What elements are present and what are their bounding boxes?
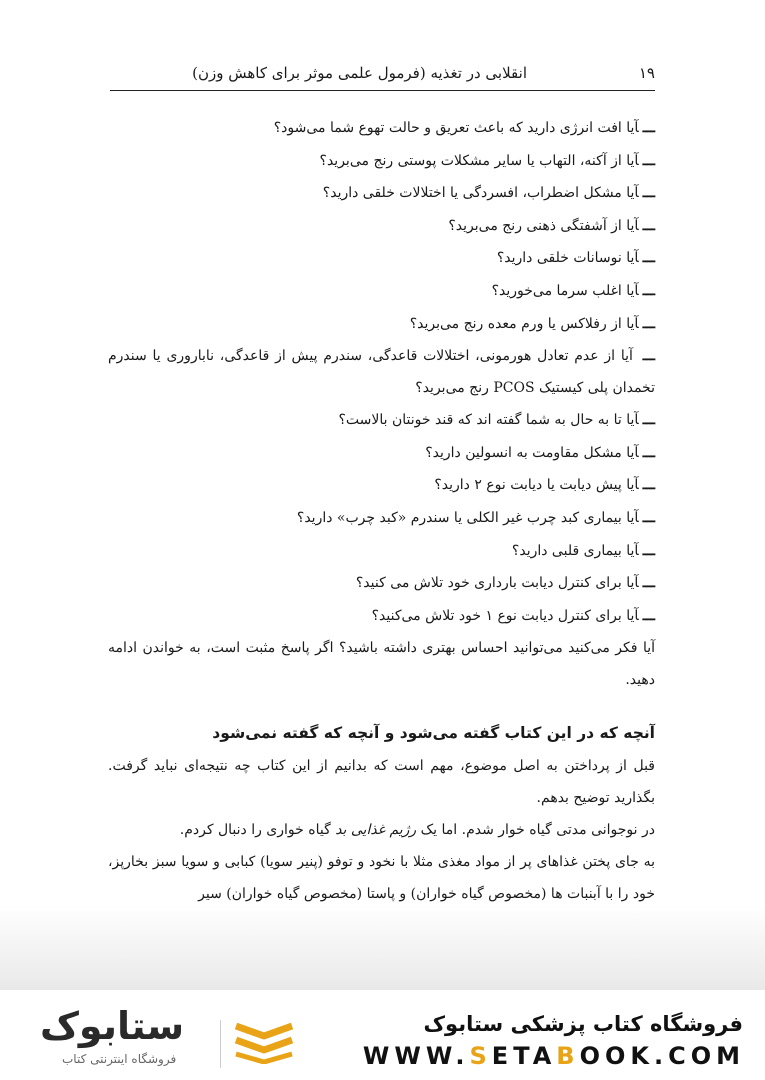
question-text: آیا از آکنه، التهاب یا سایر مشکلات پوستی رنج می‌برید؟ <box>319 152 639 169</box>
question-dash: ـــ <box>642 444 655 461</box>
question-item <box>108 502 655 535</box>
question-text: آیا از آشفتگی ذهنی رنج می‌برید؟ <box>448 217 639 234</box>
page-number: ۱۹ <box>638 64 655 82</box>
body-paragraph-2 <box>108 814 655 846</box>
question-item <box>108 275 655 308</box>
question-dash: ـــ <box>642 185 655 202</box>
body-paragraph-3: به جای پختن غذاهای پر از مواد مغذی مثلا با نخود و توفو (پنیر سویا) کبابی و سویا سبز بخارپز، خود را با آبنبات ها (مخصوص گیاه خواران) و پاستا (مخصوص گیاه خواران) سیر <box>108 854 655 903</box>
question-item <box>108 567 655 600</box>
question-item <box>108 112 655 145</box>
question-text: آیا بیماری کبد چرب غیر الکلی یا سندرم «کبد چرب» دارید؟ <box>296 509 639 526</box>
question-item <box>108 145 655 178</box>
question-text: آیا مشکل مقاومت به انسولین دارید؟ <box>425 444 639 461</box>
page-shadow <box>0 905 765 1000</box>
question-item <box>108 242 655 275</box>
question-dash: ـــ <box>642 575 655 592</box>
emphasized-text: رژیم غذایی بد <box>335 822 417 839</box>
question-dash: ـــ <box>642 315 655 332</box>
question-dash: ـــ <box>642 509 655 526</box>
store-logo-text: ستابوک <box>40 1004 185 1048</box>
body-text: گیاه خواری را دنبال کردم. <box>179 822 336 839</box>
question-text: آیا پیش دیابت یا دیابت نوع ۲ دارید؟ <box>434 477 639 494</box>
question-text: آیا افت انرژی دارید که باعث تعریق و حالت تهوع شما می‌شود؟ <box>273 120 639 136</box>
question-item <box>108 535 655 568</box>
question-text: آیا مشکل اضطراب، افسردگی یا اختلالات خلقی دارید؟ <box>322 185 639 202</box>
question-dash: ـــ <box>642 607 655 624</box>
question-dash: ـــ <box>642 348 656 365</box>
question-text: آیا برای کنترل دیابت بارداری خود تلاش می کنید؟ <box>355 575 639 592</box>
question-text: آیا از رفلاکس یا ورم معده رنج می‌برید؟ <box>409 315 639 332</box>
question-item <box>108 469 655 502</box>
question-text: آیا از عدم تعادل هورمونی، اختلالات قاعدگی، سندرم پیش از قاعدگی، ناباروری یا سندرم تخمدان پلی کیستیک PCOS رنج می‌برید؟ <box>108 348 655 397</box>
question-dash: ـــ <box>642 542 655 559</box>
question-item <box>108 404 655 437</box>
question-text: آیا نوسانات خلقی دارید؟ <box>496 250 639 267</box>
question-item <box>108 437 655 470</box>
question-long <box>108 340 655 404</box>
question-text: آیا اغلب سرما می‌خورید؟ <box>491 282 639 299</box>
question-text: آیا برای کنترل دیابت نوع ۱ خود تلاش می‌کنید؟ <box>371 607 639 624</box>
logo-divider <box>220 1020 221 1068</box>
question-dash: ـــ <box>642 152 655 169</box>
page-content <box>108 112 655 910</box>
question-text: آیا تا به حال به شما گفته اند که قند خونتان بالاست؟ <box>338 412 639 429</box>
question-item <box>108 600 655 633</box>
question-item <box>108 210 655 243</box>
body-text: در نوجوانی مدتی گیاه خوار شدم. اما یک <box>416 822 655 839</box>
body-paragraph-1: قبل از پرداختن به اصل موضوع، مهم است که بدانیم از این کتاب چه نتیجه‌ای نباید گرفت. بگذارید توضیح بدهم. <box>108 758 655 807</box>
question-text: آیا بیماری قلبی دارید؟ <box>511 542 639 559</box>
question-dash: ـــ <box>642 412 655 429</box>
closing-paragraph: آیا فکر می‌کنید می‌توانید احساس بهتری داشته باشید؟ اگر پاسخ مثبت است، به خواندن ادامه دهید. <box>108 640 655 689</box>
question-dash: ـــ <box>642 120 655 136</box>
question-item <box>108 308 655 341</box>
running-title: انقلابی در تغذیه (فرمول علمی موثر برای کاهش وزن) <box>192 64 527 82</box>
section-heading: آنچه که در این کتاب گفته می‌شود و آنچه که گفته نمی‌شود <box>212 724 655 743</box>
store-logo-subtitle: فروشگاه اینترنتی کتاب <box>62 1052 177 1066</box>
store-banner <box>0 990 765 1080</box>
store-url[interactable]: WWW.SETABOOK.COM <box>362 1042 745 1070</box>
question-dash: ـــ <box>642 477 655 494</box>
question-dash: ـــ <box>642 250 655 267</box>
store-name: فروشگاه کتاب پزشکی ستابوک <box>423 1012 743 1036</box>
page-header <box>110 60 655 91</box>
question-list-2 <box>108 404 655 632</box>
question-list <box>108 112 655 340</box>
question-dash: ـــ <box>642 282 655 299</box>
question-item <box>108 177 655 210</box>
question-dash: ـــ <box>642 217 655 234</box>
book-stack-icon <box>232 1020 296 1064</box>
